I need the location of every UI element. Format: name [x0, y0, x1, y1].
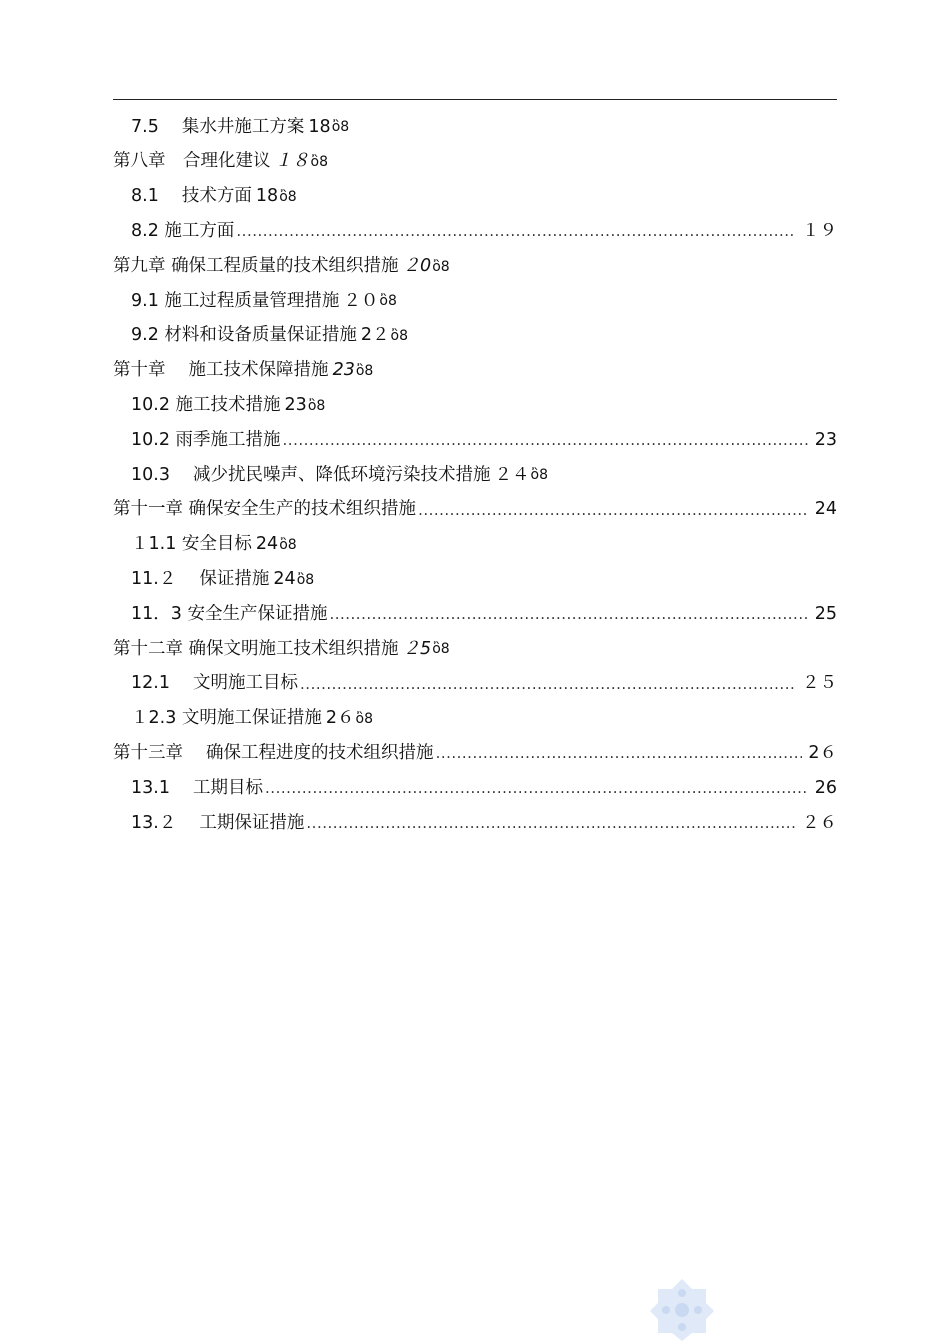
- toc-entry[interactable]: [113, 180, 837, 215]
- toc-entry-title: 13.1 工期目标: [131, 777, 264, 798]
- toc-entry[interactable]: [113, 806, 837, 841]
- toc-entry-title: 11．3 安全生产保证措施: [131, 603, 328, 624]
- toc-entry-title: 第八章 合理化建议: [113, 151, 271, 172]
- toc-entry-title: 8.2 施工方面: [131, 221, 235, 242]
- toc-page-number: 23: [332, 360, 355, 381]
- field-marker-glyph: ὂ8: [530, 467, 549, 484]
- toc-page-number: 2６: [325, 708, 355, 729]
- toc-page-number: ２５: [802, 673, 837, 694]
- field-marker-glyph: ὂ8: [331, 119, 350, 136]
- toc-page-number: １８: [274, 151, 310, 172]
- toc-entry-title: 8.1 技术方面: [131, 186, 252, 207]
- toc-entry-title: 第九章 确保工程质量的技术组织措施: [113, 255, 399, 276]
- toc-entry[interactable]: [113, 736, 837, 771]
- toc-dot-leader: [306, 816, 796, 831]
- field-marker-glyph: ὂ8: [390, 328, 409, 345]
- field-marker-glyph: ὂ8: [432, 641, 450, 658]
- toc-entry[interactable]: [113, 702, 837, 737]
- toc-page-number: 25: [814, 603, 837, 624]
- toc-dot-leader: [418, 503, 809, 518]
- toc-page-number: ２5: [402, 638, 432, 659]
- toc-entry-title: 7.5 集水井施工方案: [131, 116, 305, 137]
- toc-entry[interactable]: [113, 771, 837, 806]
- field-marker-glyph: ὂ8: [279, 188, 297, 205]
- toc-entry[interactable]: [113, 528, 837, 563]
- toc-entry-title: 第十二章 确保文明施工技术组织措施: [113, 638, 399, 659]
- toc-entry-title: 10.3 减少扰民噪声、降低环境污染技术措施: [131, 464, 491, 485]
- toc-entry[interactable]: [113, 110, 837, 145]
- toc-entry-title: 第十三章 确保工程进度的技术组织措施: [113, 742, 434, 763]
- field-marker-glyph: ὂ8: [355, 710, 374, 727]
- toc-entry[interactable]: [113, 493, 837, 528]
- toc-page-number: ２０: [343, 290, 379, 311]
- toc-entry-title: １2.3 文明施工保证措施: [131, 708, 322, 729]
- toc-entry-title: １1.1 安全目标: [131, 534, 252, 555]
- toc-page-number: ２４: [494, 464, 530, 485]
- toc-entry[interactable]: [113, 632, 837, 667]
- toc-entry-title: 9.2 材料和设备质量保证措施: [131, 325, 357, 346]
- field-marker-glyph: ὂ8: [355, 362, 374, 379]
- header-rule: [113, 99, 837, 100]
- toc-page-number: 24: [814, 499, 837, 520]
- toc-page-number: 23: [284, 395, 307, 416]
- toc-dot-leader: [265, 781, 809, 796]
- snowflake-logo-icon: [648, 1277, 716, 1343]
- toc-entry[interactable]: [113, 458, 837, 493]
- toc-entry[interactable]: [113, 597, 837, 632]
- toc-page-number: １９: [802, 221, 837, 242]
- field-marker-glyph: ὂ8: [310, 154, 328, 171]
- table-of-contents: [113, 110, 837, 841]
- toc-entry[interactable]: [113, 667, 837, 702]
- toc-entry-title: 第十章 施工技术保障措施: [113, 360, 329, 381]
- toc-entry-title: 12.1 文明施工目标: [131, 673, 299, 694]
- toc-dot-leader: [329, 607, 808, 622]
- toc-page-number: ２６: [802, 812, 837, 833]
- toc-entry[interactable]: [113, 284, 837, 319]
- toc-page-number: 24: [255, 534, 279, 555]
- toc-entry-title: 10.2 雨季施工措施: [131, 429, 281, 450]
- toc-entry[interactable]: [113, 388, 837, 423]
- toc-entry-title: 11.２ 保证措施: [131, 569, 270, 589]
- toc-entry[interactable]: [113, 354, 837, 389]
- toc-entry[interactable]: [113, 145, 837, 180]
- toc-entry-title: 9.1 施工过程质量管理措施: [131, 290, 340, 311]
- field-marker-glyph: ὂ8: [279, 536, 297, 553]
- toc-page-number: 24: [273, 569, 296, 589]
- toc-page-number: 18: [308, 116, 331, 137]
- toc-dot-leader: [236, 224, 796, 239]
- toc-page-number: ２0: [402, 255, 432, 276]
- toc-entry-title: 13.２ 工期保证措施: [131, 812, 305, 833]
- field-marker-glyph: ὂ8: [296, 571, 315, 588]
- toc-page-number: 2６: [808, 742, 837, 763]
- toc-entry[interactable]: [113, 249, 837, 284]
- toc-page-number: 23: [814, 429, 837, 450]
- toc-entry-title: 10.2 施工技术措施: [131, 395, 281, 416]
- toc-dot-leader: [436, 746, 803, 761]
- field-marker-glyph: ὂ8: [432, 258, 450, 275]
- toc-entry[interactable]: [113, 423, 837, 458]
- toc-entry[interactable]: [113, 214, 837, 249]
- toc-page-number: 2２: [360, 325, 390, 346]
- toc-dot-leader: [300, 677, 796, 692]
- toc-entry[interactable]: [113, 562, 837, 597]
- toc-dot-leader: [283, 433, 809, 448]
- toc-entry-title: 第十一章 确保安全生产的技术组织措施: [113, 499, 417, 520]
- field-marker-glyph: ὂ8: [307, 397, 326, 414]
- toc-page-number: 26: [814, 777, 837, 798]
- field-marker-glyph: ὂ8: [379, 293, 397, 310]
- toc-page-number: 18: [255, 186, 279, 207]
- toc-entry[interactable]: [113, 319, 837, 354]
